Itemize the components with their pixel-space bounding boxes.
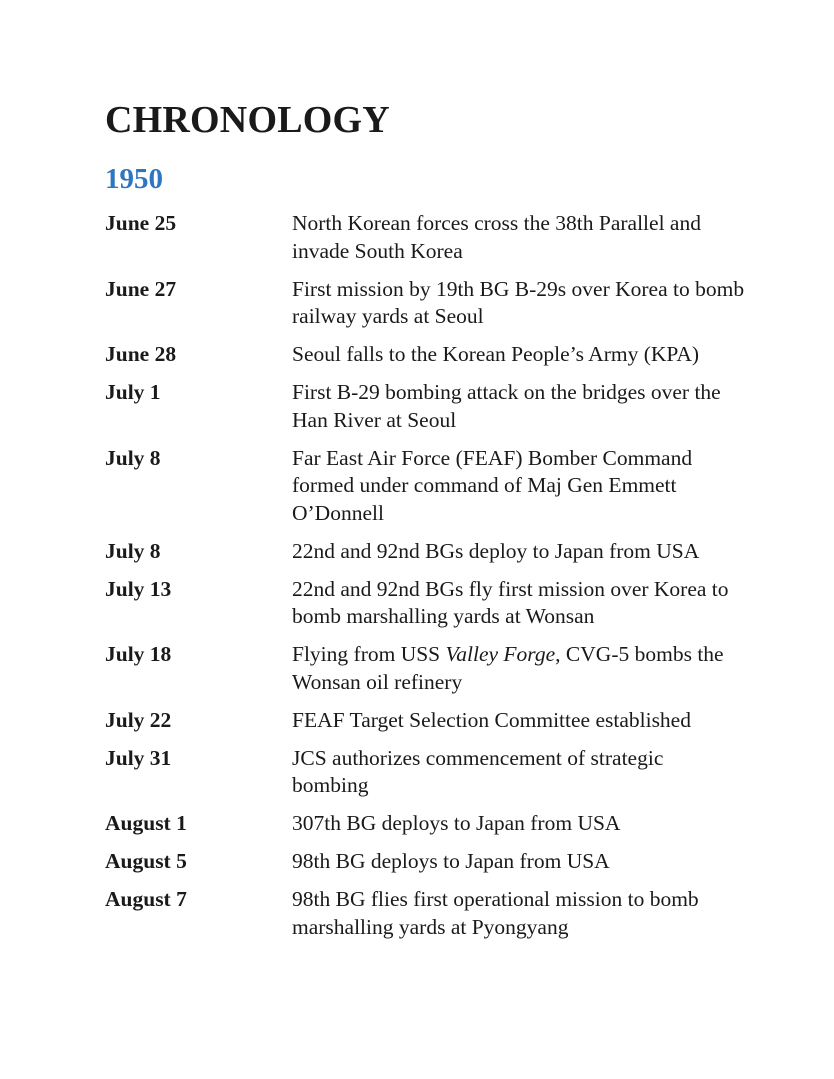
- entry-date: June 25: [105, 211, 177, 235]
- entry-text-part: , CVG-5 bombs the Wonsan oil refinery: [292, 642, 724, 694]
- chronology-entry: [105, 445, 745, 528]
- chronology-entry: [105, 538, 745, 566]
- entry-date: July 22: [105, 707, 172, 732]
- chronology-entry: [105, 341, 745, 369]
- entry-date: July 1: [105, 380, 161, 404]
- entry-date: July 8: [105, 538, 161, 563]
- chronology-entry: [105, 848, 745, 876]
- entry-text: 98th BG flies first operational mission to bomb marshalling yards at Pyongyang: [292, 887, 699, 939]
- entry-text: Far East Air Force (FEAF) Bomber Command formed under command of Maj Gen Emmett O’Donnell: [292, 445, 693, 525]
- year-heading: 1950: [105, 163, 163, 195]
- entry-text: First mission by 19th BG B-29s over Korea to bomb railway yards at Seoul: [292, 276, 745, 328]
- ship-name: Valley Forge: [445, 642, 556, 666]
- entry-text-part: Flying from USS: [292, 642, 446, 666]
- entry-date: June 28: [105, 342, 177, 366]
- chronology-entry: [105, 576, 745, 631]
- entry-text: Seoul falls to the Korean People’s Army (KPA): [292, 342, 700, 366]
- chronology-list: [105, 210, 745, 941]
- page-title: CHRONOLOGY: [105, 99, 390, 141]
- chronology-entry: [105, 745, 745, 800]
- entry-text: 22nd and 92nd BGs fly first mission over Korea to bomb marshalling yards at Wonsan: [292, 576, 729, 628]
- entry-date: July 13: [105, 576, 172, 601]
- entry-date: July 8: [105, 445, 161, 470]
- entry-text: [292, 641, 745, 696]
- entry-text: North Korean forces cross the 38th Parallel and invade South Korea: [292, 211, 701, 263]
- entry-text: 22nd and 92nd BGs deploy to Japan from USA: [292, 538, 700, 563]
- entry-date: July 31: [105, 745, 172, 770]
- entry-date: August 5: [105, 849, 187, 873]
- chronology-entry: [105, 210, 745, 265]
- entry-date: June 27: [105, 276, 177, 301]
- entry-date: August 7: [105, 887, 187, 911]
- chronology-entry: [105, 707, 745, 735]
- chronology-entry: [105, 276, 745, 331]
- entry-text: First B-29 bombing attack on the bridges over the Han River at Seoul: [292, 380, 721, 432]
- document-page: [105, 98, 745, 952]
- chronology-entry: [105, 810, 745, 838]
- chronology-entry: [105, 379, 745, 434]
- chronology-entry: [105, 886, 745, 941]
- entry-text: JCS authorizes commencement of strategic bombing: [292, 745, 664, 797]
- entry-text: 98th BG deploys to Japan from USA: [292, 849, 610, 873]
- entry-date: July 18: [105, 642, 172, 666]
- entry-text: FEAF Target Selection Committee established: [292, 707, 691, 732]
- entry-text: 307th BG deploys to Japan from USA: [292, 811, 621, 835]
- entry-date: August 1: [105, 811, 187, 835]
- chronology-entry: [105, 641, 745, 696]
